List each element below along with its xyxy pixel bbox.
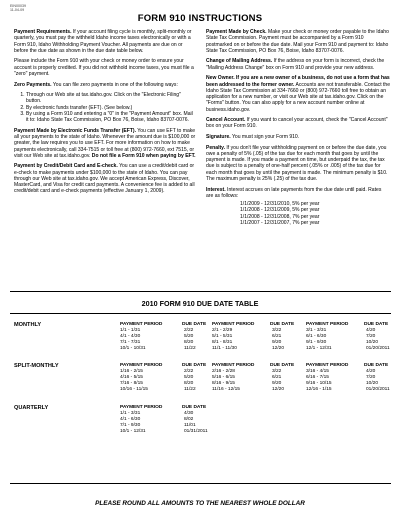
section-heading: Signature. <box>206 134 231 141</box>
list-item: 1. Through our Web site at tax.idaho.gov. Click on the "Electronic Filing" button. <box>26 92 196 105</box>
due-date-header: DUE DATE <box>270 363 295 368</box>
payment-period-header: PAYMENT PERIOD <box>120 322 163 327</box>
cancel-account <box>206 117 390 130</box>
split-group <box>212 363 302 393</box>
section-text: Make your check or money order payable to the Idaho State Tax Commission. Payment must be accompanied by a Form 910 postmarked on or before the due date. Mail your Form 910 and payment to: Idaho State Tax Commission, PO Box 76, Boise, Idaho 83707-0076. <box>206 29 389 54</box>
check-payment <box>206 29 390 54</box>
form-id <box>10 4 26 13</box>
quarterly-group <box>120 405 210 435</box>
payment-period: 3/16 - 4/15 <box>306 369 329 374</box>
due-date-header: DUE DATE <box>182 405 207 410</box>
rate-line: 1/1/2008 - 12/31/2009, 5% per year <box>240 207 320 214</box>
include-note: Please include the Form 910 with your check or money order to ensure your account is properly credited. If you did not withhold income taxes, you must file a "zero" payment. <box>14 58 194 77</box>
due-date: 3/22 <box>272 328 282 333</box>
credit-card-payment <box>14 163 196 194</box>
split-group <box>306 363 396 393</box>
section-heading: Cancel Account. <box>206 117 246 124</box>
due-date: 11/22 <box>184 387 196 392</box>
due-date: 8/20 <box>184 340 194 345</box>
payment-period: 8/16 - 9/15 <box>212 381 235 386</box>
due-date: 10/20 <box>366 381 379 386</box>
section-text: If your account filing cycle is monthly, split-monthly or quarterly, you must pay the withheld Idaho income taxes electronically or with a Form 910, Idaho Withholding Payment Voucher. All payments are due on or before the due date as shown in the due date table below. <box>14 29 192 54</box>
payment-period: 10/1 - 10/31 <box>120 346 146 351</box>
due-date: 6/21 <box>272 375 282 380</box>
right-column <box>206 29 390 226</box>
due-date-header: DUE DATE <box>182 322 207 327</box>
payment-period-header: PAYMENT PERIOD <box>212 363 255 368</box>
due-date-header: DUE DATE <box>270 322 295 327</box>
section-text: If you don't file your withholding payment on or before the due date, you owe a penalty of 5% (.05) of the tax due for each month that goes by until the payment is made. If you made a payment on time, but underpaid the tax, the tax due is subject to a penalty of one-half percent (.05% or .005) of the tax due for each month that goes by until the payment is made. The minimum penalty is $10. The maximum penalty is 25% (.25) of the tax due. <box>206 144 388 182</box>
due-date: 2/22 <box>184 328 194 333</box>
page-title: FORM 910 INSTRUCTIONS <box>137 13 263 24</box>
due-date-header: DUE DATE <box>364 363 389 368</box>
table-row <box>212 346 302 352</box>
due-date: 7/20 <box>366 375 376 380</box>
section-heading: Zero Payments. <box>14 81 52 88</box>
payment-period: 7/1 - 9/30 <box>120 423 141 428</box>
split-group <box>120 363 210 393</box>
table-row <box>120 387 210 393</box>
monthly-group <box>306 322 396 352</box>
due-date: 6/21 <box>272 334 282 339</box>
due-date: 4/20 <box>366 369 376 374</box>
divider <box>10 483 391 484</box>
payment-period: 5/1 - 5/31 <box>212 334 233 339</box>
interest <box>206 187 390 200</box>
section-heading: New Owner. If you are a new owner of a business, do not use a form that has been addressed to the former owner. <box>206 75 390 88</box>
due-date: 7/20 <box>366 334 376 339</box>
section-text: If the address on your form is incorrect, check the "Mailing Address Change" box on Form 910 and provide your new address. <box>206 58 385 71</box>
payment-period: 4/1 - 6/30 <box>120 417 141 422</box>
section-heading: Change of Mailing Address. <box>206 58 273 65</box>
zero-payment-list <box>14 92 196 123</box>
form-id-line: EIN00039 <box>10 4 26 8</box>
payment-period: 1/1 - 3/31 <box>120 411 141 416</box>
table-row <box>212 387 302 393</box>
section-heading: Payment Requirements. <box>14 29 72 35</box>
payment-period: 4/16 - 5/15 <box>120 375 143 380</box>
payment-period-header: PAYMENT PERIOD <box>120 363 163 368</box>
due-date: 3/22 <box>272 369 282 374</box>
payment-period: 4/1 - 4/30 <box>120 334 141 339</box>
payment-period-header: PAYMENT PERIOD <box>306 363 349 368</box>
section-heading: Payment Made by Check. <box>206 29 267 35</box>
section-text: If you want to cancel your account, check the "Cancel Account" box on your Form 910. <box>206 117 388 130</box>
due-date: 8/20 <box>184 381 194 386</box>
monthly-group <box>212 322 302 352</box>
payment-period: 12/1 - 12/31 <box>306 346 332 351</box>
payment-period: 9/16 - 10/15 <box>306 381 332 386</box>
left-column <box>14 29 196 199</box>
change-of-address <box>206 58 390 71</box>
section-text: You can use EFT to make all your payments to the state of Idaho. Whenever the amount due is $100,000 or greater, the law requires you to use EFT. For more information on how to make payments electronically, call 334-7515 or toll free at (800) 972-7660, ext 7515, or visit our Web site at tax.idaho.gov. <box>14 127 196 159</box>
rate-line: 1/1/2008 - 12/31/2008, 7% per year <box>240 213 320 220</box>
table-row <box>306 346 396 352</box>
payment-period: 12/16 - 1/15 <box>306 387 332 392</box>
due-date: 01/20/2011 <box>366 387 390 392</box>
section-text: You can file zero payments in one of the following ways: <box>51 81 178 88</box>
due-date: 01/20/2011 <box>366 346 390 351</box>
due-date: 4/20 <box>366 328 376 333</box>
section-text: Accounts are not transferable. Contact the Idaho State Tax Commission at 334-7660 or (800) 972-7660 toll free to obtain an application for a new number, or visit our Web site at tax.idaho.gov. Click on the "Forms" button. You can also apply for a new account number online at business.idaho.gov. <box>206 81 391 113</box>
due-date: 11/01 <box>184 423 196 428</box>
section-heading: Penalty. <box>206 144 225 151</box>
signature <box>206 134 390 140</box>
rate-line: 1/1/2009 - 12/31/2010, 5% per year <box>240 201 320 208</box>
due-date: 12/20 <box>272 387 285 392</box>
table-row <box>120 429 210 435</box>
section-heading: Payment by Credit/Debit Card and E-check. <box>14 163 118 170</box>
table-row <box>120 346 210 352</box>
section-text: Interest accrues on late payments from the due date until paid. Rates are as follows: <box>206 186 382 199</box>
interest-rates <box>240 201 390 226</box>
payment-period: 11/1 - 11/30 <box>212 346 237 351</box>
due-date: 12/20 <box>272 346 285 351</box>
due-date: 2/22 <box>184 369 194 374</box>
due-date: 01/31/2011 <box>184 429 208 434</box>
payment-requirements <box>14 29 196 54</box>
rate-line: 1/1/2007 - 12/31/2007, 7% per year <box>240 219 320 226</box>
payment-period: 8/1 - 8/31 <box>212 340 233 345</box>
payment-period: 1/16 - 2/15 <box>120 369 143 374</box>
due-date: 5/20 <box>184 334 194 339</box>
payment-period: 7/1 - 7/31 <box>120 340 141 345</box>
form-id-line: 11-04-09 <box>10 8 25 13</box>
payment-period-header: PAYMENT PERIOD <box>212 322 255 327</box>
zero-payments <box>14 82 196 88</box>
payment-period: 3/1 - 3/31 <box>306 328 327 333</box>
eft-payment <box>14 128 196 159</box>
due-date: 4/30 <box>184 411 194 416</box>
split-monthly-label: SPLIT-MONTHLY <box>14 363 59 369</box>
due-date: 9/20 <box>272 381 282 386</box>
section-emphasis: Do not file a Form 910 when paying by EFT. <box>90 152 196 159</box>
due-date: 8/02 <box>184 417 194 422</box>
section-heading: Payment Made by Electronic Funds Transfer (EFT). <box>14 127 136 134</box>
payment-period: 6/16 - 7/15 <box>306 375 329 380</box>
payment-period: 9/1 - 9/30 <box>306 340 327 345</box>
payment-period: 5/16 - 6/15 <box>212 375 235 380</box>
list-item: 2. By electronic funds transfer (EFT). (See below.) <box>26 105 196 111</box>
payment-period: 7/16 - 8/15 <box>120 381 143 386</box>
section-heading: Interest. <box>206 186 226 193</box>
monthly-group <box>120 322 210 352</box>
payment-period-header: PAYMENT PERIOD <box>120 405 163 410</box>
list-item: 3. By using a Form 910 and entering a "0" in the "Payment Amount" box. Mail it to: Idaho State Tax Commission, PO Box 76, Boise, Idaho 83707-0076. <box>26 111 196 124</box>
due-date: 11/22 <box>184 346 196 351</box>
payment-period: 1/1 - 1/31 <box>120 328 141 333</box>
table-row <box>306 387 396 393</box>
payment-period: 10/1 - 12/31 <box>120 429 146 434</box>
payment-period-header: PAYMENT PERIOD <box>306 322 349 327</box>
payment-period: 2/1 - 2/29 <box>212 328 233 333</box>
due-date-header: DUE DATE <box>364 322 389 327</box>
monthly-label: MONTHLY <box>14 322 42 328</box>
payment-period: 6/1 - 6/30 <box>306 334 327 339</box>
divider <box>10 291 391 292</box>
due-date: 5/20 <box>184 375 194 380</box>
footer-note: PLEASE ROUND ALL AMOUNTS TO THE NEAREST WHOLE DOLLAR <box>95 500 305 507</box>
section-text: You can use a credit/debit card or e-check to make payments under $100,000 to the state of Idaho. You can pay through our Web site at tax.idaho.gov. We accept American Express, Discover, MasterCard, and Visa for credit card payments. A convenience fee is added to all credit/debit card and e-check payments (effective January 1, 2009). <box>14 163 195 195</box>
payment-period: 11/16 - 12/15 <box>212 387 240 392</box>
due-date: 10/20 <box>366 340 379 345</box>
quarterly-label: QUARTERLY <box>14 405 49 411</box>
divider <box>10 313 391 314</box>
table-title: 2010 FORM 910 DUE DATE TABLE <box>141 299 259 308</box>
section-text: You must sign your Form 910. <box>230 134 300 141</box>
due-date-header: DUE DATE <box>182 363 207 368</box>
penalty <box>206 145 390 183</box>
new-owner <box>206 75 390 113</box>
payment-period: 10/16 - 11/15 <box>120 387 148 392</box>
payment-period: 2/16 - 2/28 <box>212 369 235 374</box>
due-date: 9/20 <box>272 340 282 345</box>
